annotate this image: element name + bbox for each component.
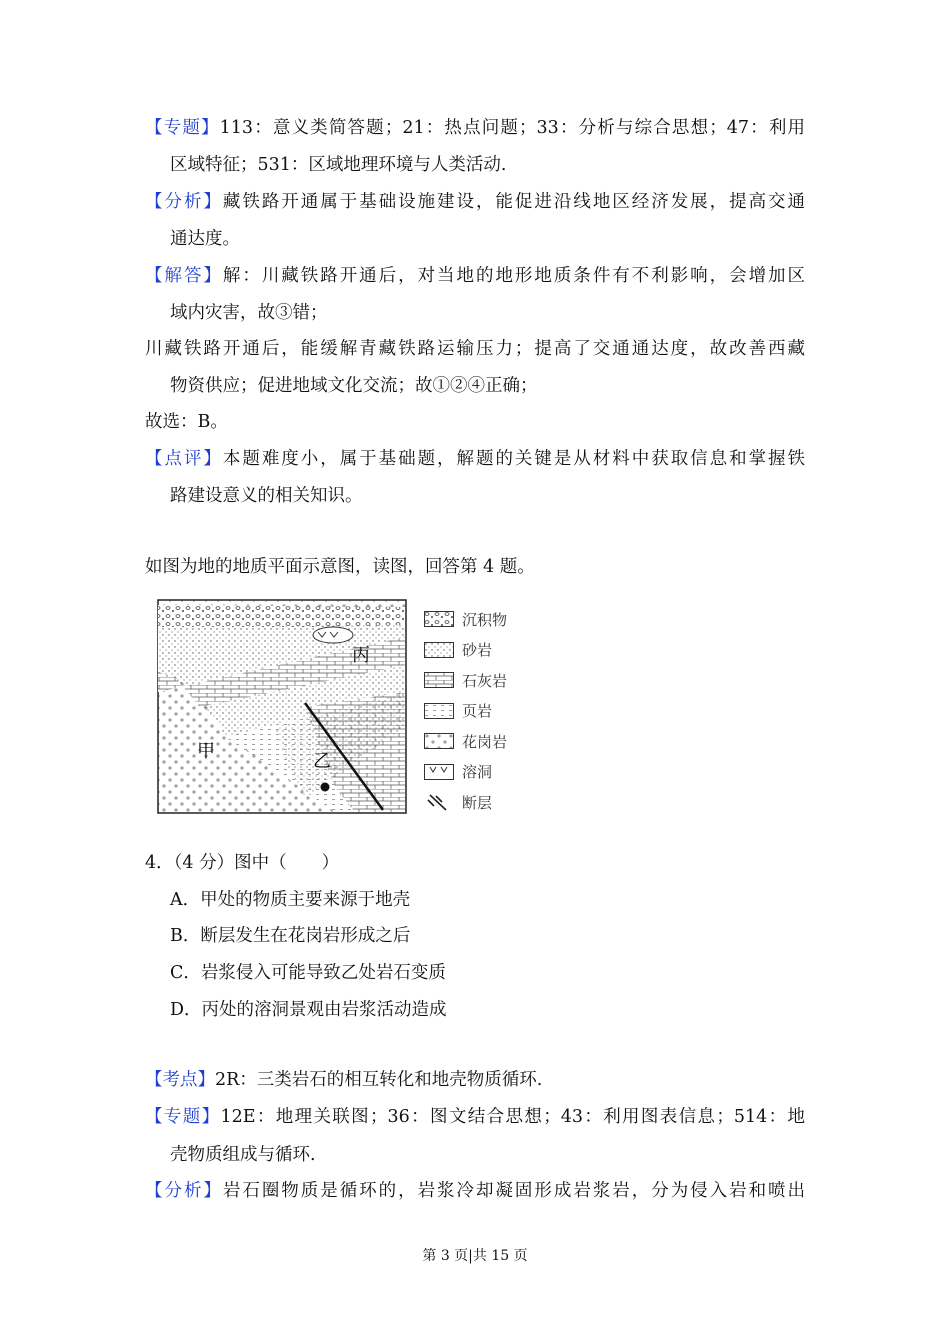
legend-label: 断层 [462, 793, 493, 812]
option-a: A．甲处的物质主要来源于地壳 [170, 890, 411, 910]
knowledge-point-tag: 【考点】 [145, 1070, 215, 1090]
legend-granite [424, 726, 507, 757]
analysis-line [145, 190, 805, 214]
topic-tag: 【专题】 [145, 1107, 221, 1127]
knowledge-point-line [145, 1068, 805, 1092]
answer-line-3: 川藏铁路开通后，能缓解青藏铁路运输压力；提高了交通通达度，故改善西藏 [145, 339, 805, 359]
comment-tag: 【点评】 [145, 449, 223, 469]
topic-line-2: 区域特征；531：区域地理环境与人类活动. [170, 155, 507, 175]
legend-label: 砂岩 [462, 641, 493, 660]
topic-text: 12E：地理关联图；36：图文结合思想；43：利用图表信息；514：地 [220, 1107, 805, 1127]
legend-fault [424, 787, 507, 818]
analysis-text: 岩石圈物质是循环的，岩浆冷却凝固形成岩浆岩，分为侵入岩和喷出 [222, 1181, 806, 1201]
legend-cave [424, 757, 507, 788]
label-jia: 甲 [197, 741, 215, 762]
analysis-line-2: 通达度。 [170, 229, 240, 249]
label-yi: 乙 [313, 751, 331, 772]
topic-line [145, 1105, 805, 1129]
page-footer: 第 3 页|共 15 页 [422, 1248, 528, 1264]
question-stem: 4．（4 分）图中（ ） [145, 853, 340, 873]
legend-sandstone [424, 635, 507, 666]
option-d: D．丙处的溶洞景观由岩浆活动造成 [170, 1000, 447, 1020]
legend-label: 溶洞 [462, 763, 493, 782]
analysis-text: 藏铁路开通属于基础设施建设，能促进沿线地区经济发展，提高交通 [222, 192, 806, 212]
legend-label: 沉积物 [462, 610, 508, 629]
option-b: B．断层发生在花岗岩形成之后 [170, 926, 411, 946]
comment-text: 本题难度小，属于基础题，解题的关键是从材料中获取信息和掌握铁 [222, 449, 806, 469]
comment-line [145, 447, 805, 471]
legend-label: 石灰岩 [462, 671, 508, 690]
analysis-tag: 【分析】 [145, 1181, 223, 1201]
analysis-tag: 【分析】 [145, 192, 223, 212]
legend-label: 页岩 [462, 702, 493, 721]
answer-choice: 故选：B。 [145, 412, 228, 432]
topic-text: 113：意义类简答题；21：热点问题；33：分析与综合思想；47：利用 [219, 118, 805, 138]
answer-text: 解：川藏铁路开通后，对当地的地形地质条件有不利影响，会增加区 [222, 266, 806, 286]
topic-line [145, 116, 805, 140]
legend-shale [424, 696, 507, 727]
label-bing: 丙 [352, 645, 370, 666]
legend-label: 花岗岩 [462, 732, 508, 751]
option-c: C．岩浆侵入可能导致乙处岩石变质 [170, 963, 446, 983]
fault-icon [424, 793, 454, 811]
legend-sediment [424, 604, 507, 635]
geology-diagram [155, 597, 410, 817]
comment-line-2: 路建设意义的相关知识。 [170, 486, 363, 506]
question-intro: 如图为地的地质平面示意图，读图，回答第 4 题。 [145, 557, 535, 577]
answer-tag: 【解答】 [145, 266, 223, 286]
analysis-line [145, 1179, 805, 1203]
topic-line-2: 壳物质组成与循环. [170, 1145, 316, 1165]
answer-line-4: 物资供应；促进地域文化交流；故①②④正确； [170, 376, 538, 396]
answer-line-2: 域内灾害，故③错； [170, 303, 328, 323]
diagram-legend [424, 604, 507, 818]
answer-line [145, 264, 805, 288]
legend-limestone [424, 665, 507, 696]
topic-tag: 【专题】 [145, 118, 220, 138]
knowledge-point-text: 2R：三类岩石的相互转化和地壳物质循环. [215, 1070, 543, 1090]
